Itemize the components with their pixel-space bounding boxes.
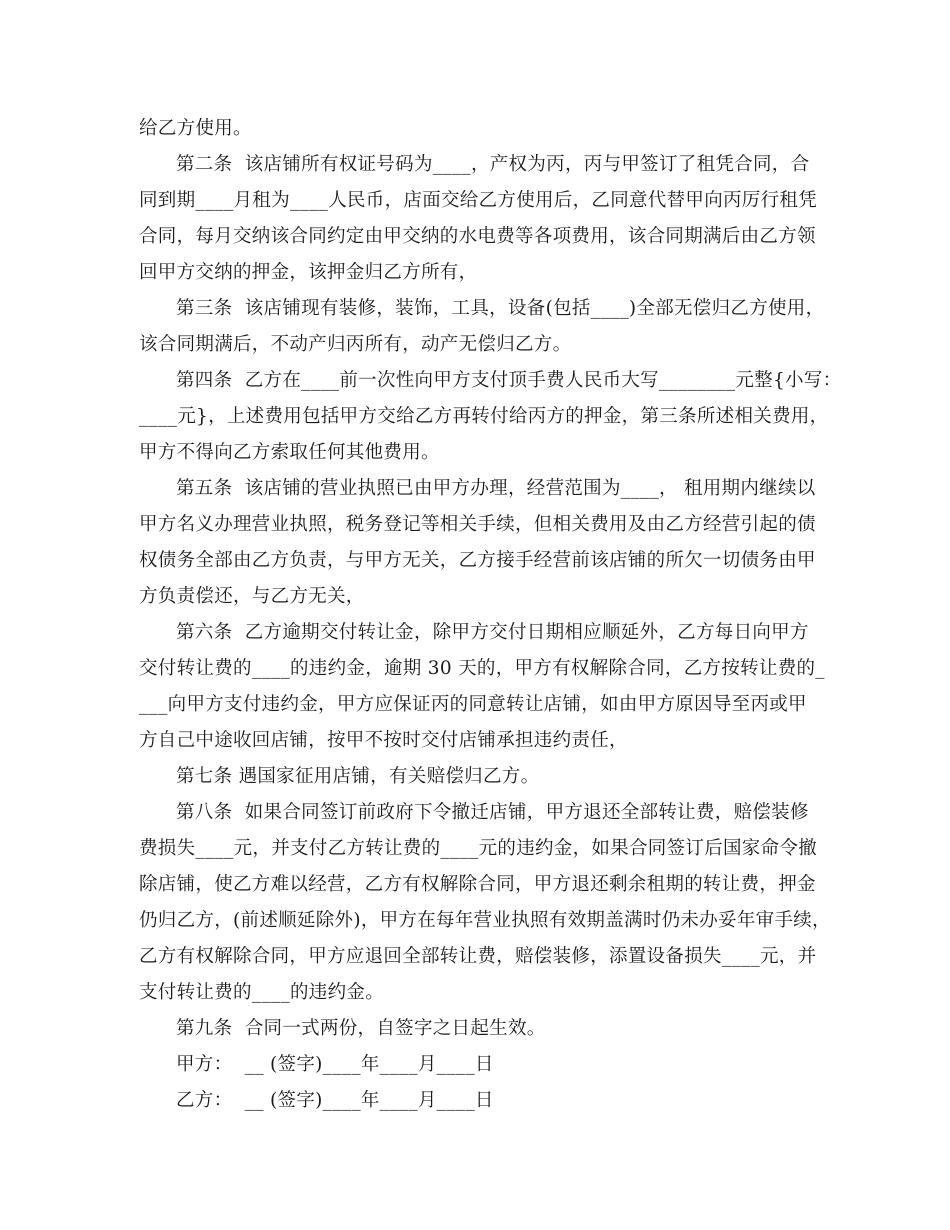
text-line: 同到期____月租为____人民币，店面交给乙方使用后，乙同意代替甲向丙厉行租凭 [139, 190, 818, 211]
text-line: 甲方名义办理营业执照，税务登记等相关手续，但相关费用及由乙方经营引起的债 [139, 514, 816, 535]
text-line: 费损失____元，并支付乙方转让费的____元的违约金，如果合同签订后国家命令撤 [139, 838, 818, 859]
text-line: 乙方有权解除合同，甲方应退回全部转让费，赔偿装修，添置设备损失____元，并 [139, 946, 817, 967]
article-3-heading-line: 第三条 该店铺现有装修，装饰，工具，设备(包括____)全部无偿归乙方使用， [176, 298, 825, 319]
text-line: 回甲方交纳的押金，该押金归乙方所有， [139, 262, 478, 283]
text-line: 仍归乙方，(前述顺延除外)，甲方在每年营业执照有效期盖满时仍未办妥年审手续， [139, 910, 831, 931]
text-line: 给乙方使用。 [139, 118, 252, 139]
text-line: 支付转让费的____的违约金。 [139, 982, 385, 1003]
text-line: 甲方不得向乙方索取任何其他费用。 [139, 442, 440, 463]
text-line: ___向甲方支付违约金，甲方应保证丙的同意转让店铺，如由甲方原因导至丙或甲 [139, 694, 807, 715]
party-a-signature-line: 甲方： __ (签字)____年____月____日 [176, 1054, 494, 1075]
text-line: ____元}，上述费用包括甲方交给乙方再转付给丙方的押金，第三条所述相关费用， [139, 406, 829, 427]
text-line: 方自己中途收回店铺，按甲不按时交付店铺承担违约责任， [139, 730, 628, 751]
article-2-heading-line: 第二条 该店铺所有权证号码为____，产权为丙，丙与甲签订了租凭合同，合 [176, 154, 810, 175]
text-line: 方负责偿还，与乙方无关， [139, 586, 365, 607]
text-line: 权债务全部由乙方负责，与甲方无关，乙方接手经营前该店铺的所欠一切债务由甲 [139, 550, 816, 571]
article-6-heading-line: 第六条 乙方逾期交付转让金，除甲方交付日期相应顺延外，乙方每日向甲方 [176, 622, 809, 643]
party-b-signature-line: 乙方： __ (签字)____年____月____日 [176, 1090, 494, 1111]
text-line: 该合同期满后，不动产归丙所有，动产无偿归乙方。 [139, 334, 572, 355]
text-line: 除店铺，使乙方难以经营，乙方有权解除合同，甲方退还剩余租期的转让费，押金 [139, 874, 816, 895]
article-4-heading-line: 第四条 乙方在____前一次性向甲方支付顶手费人民币大写________元整{小写： [176, 370, 842, 391]
article-7-line: 第七条 遇国家征用店铺，有关赔偿归乙方。 [176, 766, 540, 787]
article-8-heading-line: 第八条 如果合同签订前政府下令撤迁店铺，甲方退还全部转让费，赔偿装修 [176, 802, 809, 823]
text-line: 交付转让费的____的违约金，逾期 30 天的，甲方有权解除合同，乙方按转让费的_ [139, 658, 825, 679]
article-5-heading-line: 第五条 该店铺的营业执照已由甲方办理，经营范围为____， 租用期内继续以 [176, 478, 816, 499]
text-line: 合同，每月交纳该合同约定由甲交纳的水电费等各项费用，该合同期满后由乙方领 [139, 226, 816, 247]
article-9-line: 第九条 合同一式两份，自签字之日起生效。 [176, 1018, 546, 1039]
